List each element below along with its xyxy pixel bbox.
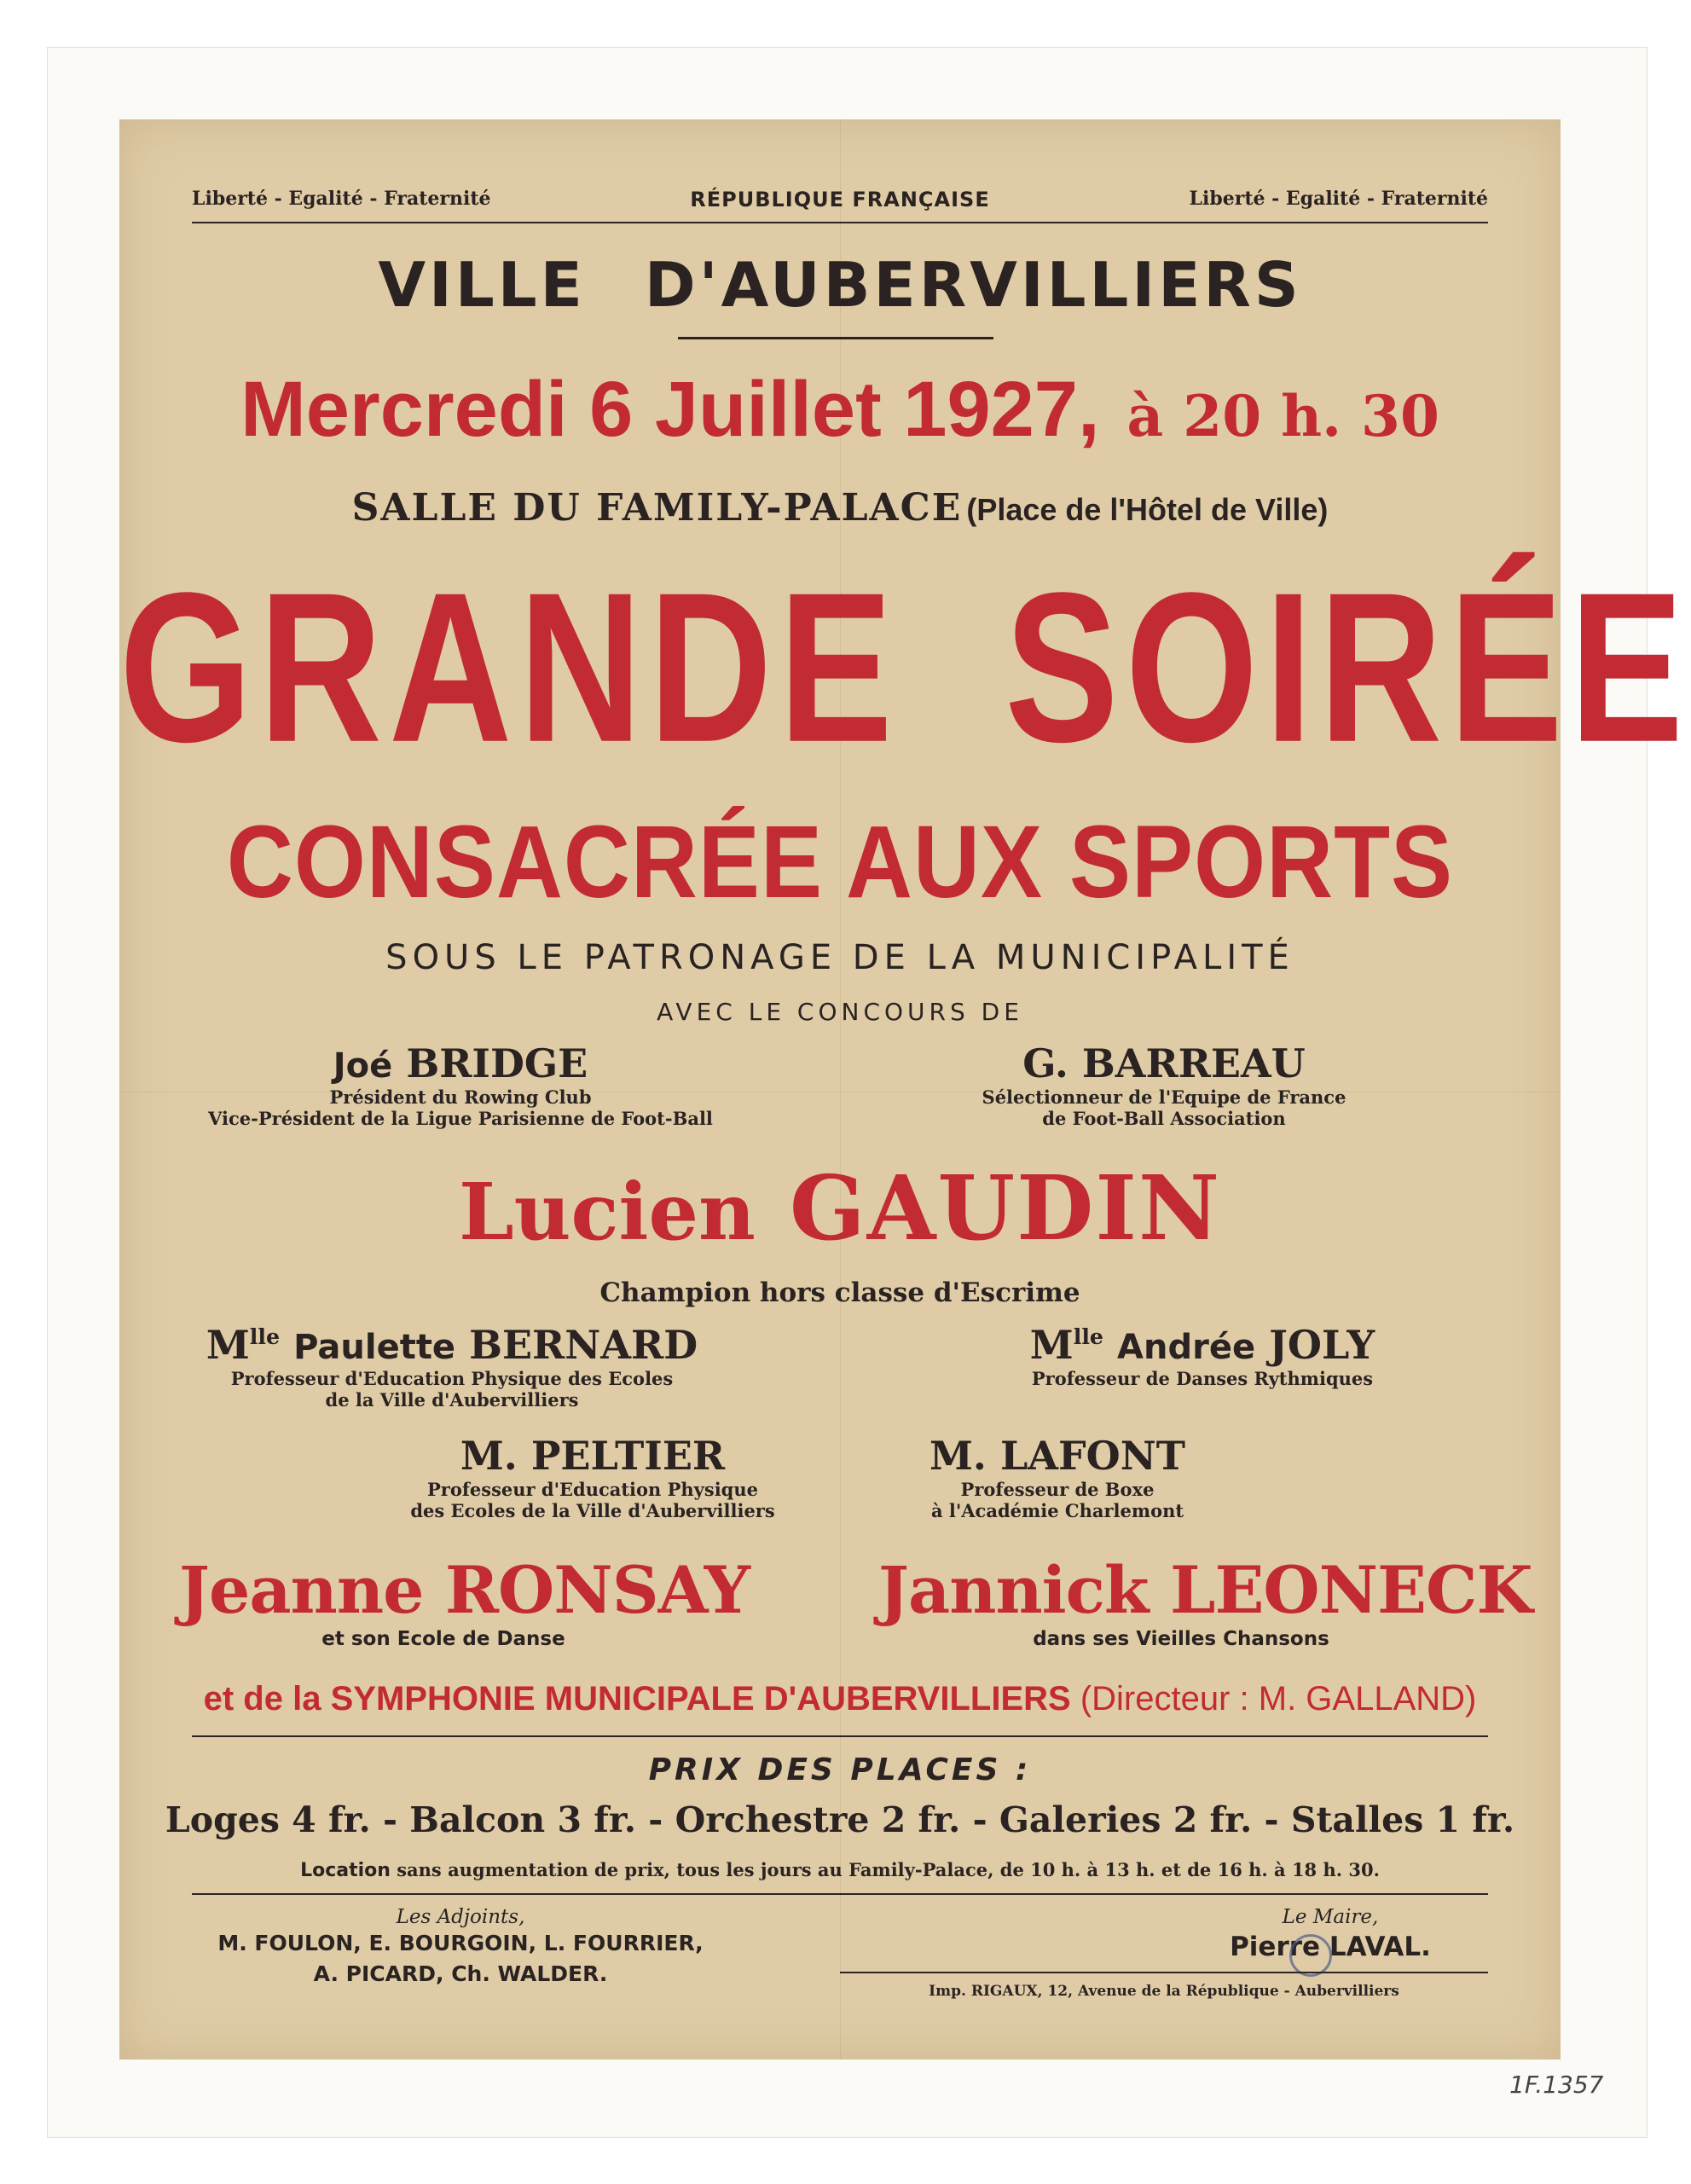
bridge-role-2: Vice-Président de la Ligue Parisienne de Foot-Ball [208, 1108, 713, 1129]
joly-title: $M^{lle}$ [1029, 1322, 1104, 1368]
ronsay-role: et son Ecole de Danse [321, 1628, 565, 1650]
prices-list: Loges 4 fr. - Balcon 3 fr. - Orchestre 2 fr. - Galeries 2 fr. - Stalles 1 fr. [165, 1799, 1515, 1840]
motto-left: Liberté - Egalité - Fraternité [192, 188, 491, 210]
gaudin-last-name: GAUDIN [789, 1156, 1222, 1260]
peltier-role-2: des Ecoles de la Ville d'Aubervilliers [410, 1500, 775, 1521]
ronsay-last-name: RONSAY [444, 1552, 750, 1628]
adjoints-block [179, 1906, 742, 1990]
subtitle: CONSACRÉE AUX SPORTS [226, 803, 1454, 919]
location-details: sans augmentation de prix, tous les jours au Family-Palace, de 10 h. à 13 h. et de 16 h. à 18 h. 30. [397, 1859, 1380, 1880]
archive-stamp-icon [1289, 1934, 1332, 1977]
patronage-line: SOUS LE PATRONAGE DE LA MUNICIPALITÉ [385, 938, 1294, 977]
guest-ronsay [179, 1552, 750, 1650]
joly-first-name: Andrée [1117, 1328, 1256, 1367]
venue-place: (Place de l'Hôtel de Ville) [966, 492, 1329, 527]
barreau-role-1: Sélectionneur de l'Equipe de France [982, 1086, 1346, 1108]
joly-role-1: Professeur de Danses Rythmiques [1031, 1368, 1374, 1389]
town-underline [678, 337, 993, 339]
concours-line: AVEC LE CONCOURS DE [657, 998, 1023, 1026]
guest-bridge [205, 1040, 716, 1129]
symphonie-pre: et de la [203, 1680, 321, 1718]
venue-name: SALLE DU FAMILY-PALACE [351, 486, 963, 530]
guest-joly [1006, 1322, 1399, 1389]
bernard-last-name: BERNARD [469, 1322, 698, 1368]
gaudin-name [119, 1156, 1561, 1260]
prices-top-rule [192, 1735, 1488, 1737]
guest-peltier [401, 1433, 785, 1521]
leoneck-first-name: Jannick [878, 1552, 1149, 1628]
printer-rule [840, 1972, 1488, 1973]
guest-bernard [196, 1322, 708, 1411]
bridge-role-1: Président du Rowing Club [329, 1086, 592, 1108]
bernard-role-1: Professeur d'Education Physique des Ecoles [230, 1368, 674, 1389]
guest-leoneck [878, 1552, 1532, 1650]
gaudin-first-name: Lucien [458, 1166, 756, 1258]
lafont-role-1: Professeur de Boxe [960, 1479, 1155, 1500]
joly-last-name: JOLY [1269, 1322, 1375, 1368]
main-title: GRANDE SOIRÉE [119, 548, 1691, 787]
town-title: VILLE D'AUBERVILLIERS [378, 249, 1302, 321]
poster [119, 119, 1691, 2059]
barreau-name: G. BARREAU [1022, 1040, 1306, 1086]
prices-bottom-rule [192, 1893, 1488, 1895]
header-rule [192, 222, 1488, 223]
printer-line: Imp. RIGAUX, 12, Avenue de la République - Aubervilliers [929, 1983, 1399, 2000]
peltier-name: M. PELTIER [460, 1433, 726, 1479]
adjoints-line-1: M. FOULON, E. BOURGOIN, L. FOURRIER, [217, 1931, 704, 1955]
archive-reference: 1F.1357 [1509, 2071, 1604, 2099]
peltier-role-1: Professeur d'Education Physique [426, 1479, 758, 1500]
leoneck-role: dans ses Vieilles Chansons [1033, 1628, 1329, 1650]
prices-heading: PRIX DES PLACES : [648, 1752, 1032, 1787]
symphonie-name: SYMPHONIE MUNICIPALE D'AUBERVILLIERS [330, 1680, 1071, 1718]
symphonie-line [119, 1680, 1561, 1718]
guest-barreau [964, 1040, 1364, 1129]
venue-line [119, 486, 1561, 530]
guest-lafont [904, 1433, 1211, 1521]
barreau-role-2: de Foot-Ball Association [1042, 1108, 1286, 1129]
republic-label: RÉPUBLIQUE FRANÇAISE [690, 188, 990, 211]
gaudin-role: Champion hors classe d'Escrime [599, 1277, 1080, 1308]
bridge-first-name: Joé [333, 1046, 393, 1086]
maire-label: Le Maire, [1282, 1906, 1379, 1928]
leoneck-last-name: LEONECK [1170, 1552, 1532, 1628]
location-line [119, 1859, 1561, 1881]
lafont-role-2: à l'Académie Charlemont [930, 1500, 1184, 1521]
bernard-role-2: de la Ville d'Aubervilliers [325, 1389, 579, 1411]
ronsay-first-name: Jeanne [179, 1552, 424, 1628]
location-label: Location [300, 1860, 391, 1881]
symphonie-director: (Directeur : M. GALLAND) [1080, 1680, 1477, 1718]
maire-name: Pierre LAVAL. [1230, 1932, 1431, 1962]
event-time: à 20 h. 30 [1126, 383, 1439, 449]
motto-right: Liberté - Egalité - Fraternité [1189, 188, 1488, 210]
event-date: Mercredi 6 Juillet 1927, [240, 366, 1100, 453]
adjoints-label: Les Adjoints, [396, 1906, 525, 1928]
lafont-name: M. LAFONT [929, 1433, 1185, 1479]
date-time-line [119, 362, 1561, 455]
adjoints-line-2: A. PICARD, Ch. WALDER. [313, 1961, 608, 1986]
bernard-title: $M^{lle}$ [206, 1322, 281, 1368]
bernard-first-name: Paulette [293, 1328, 456, 1367]
bridge-last-name: BRIDGE [406, 1040, 588, 1086]
